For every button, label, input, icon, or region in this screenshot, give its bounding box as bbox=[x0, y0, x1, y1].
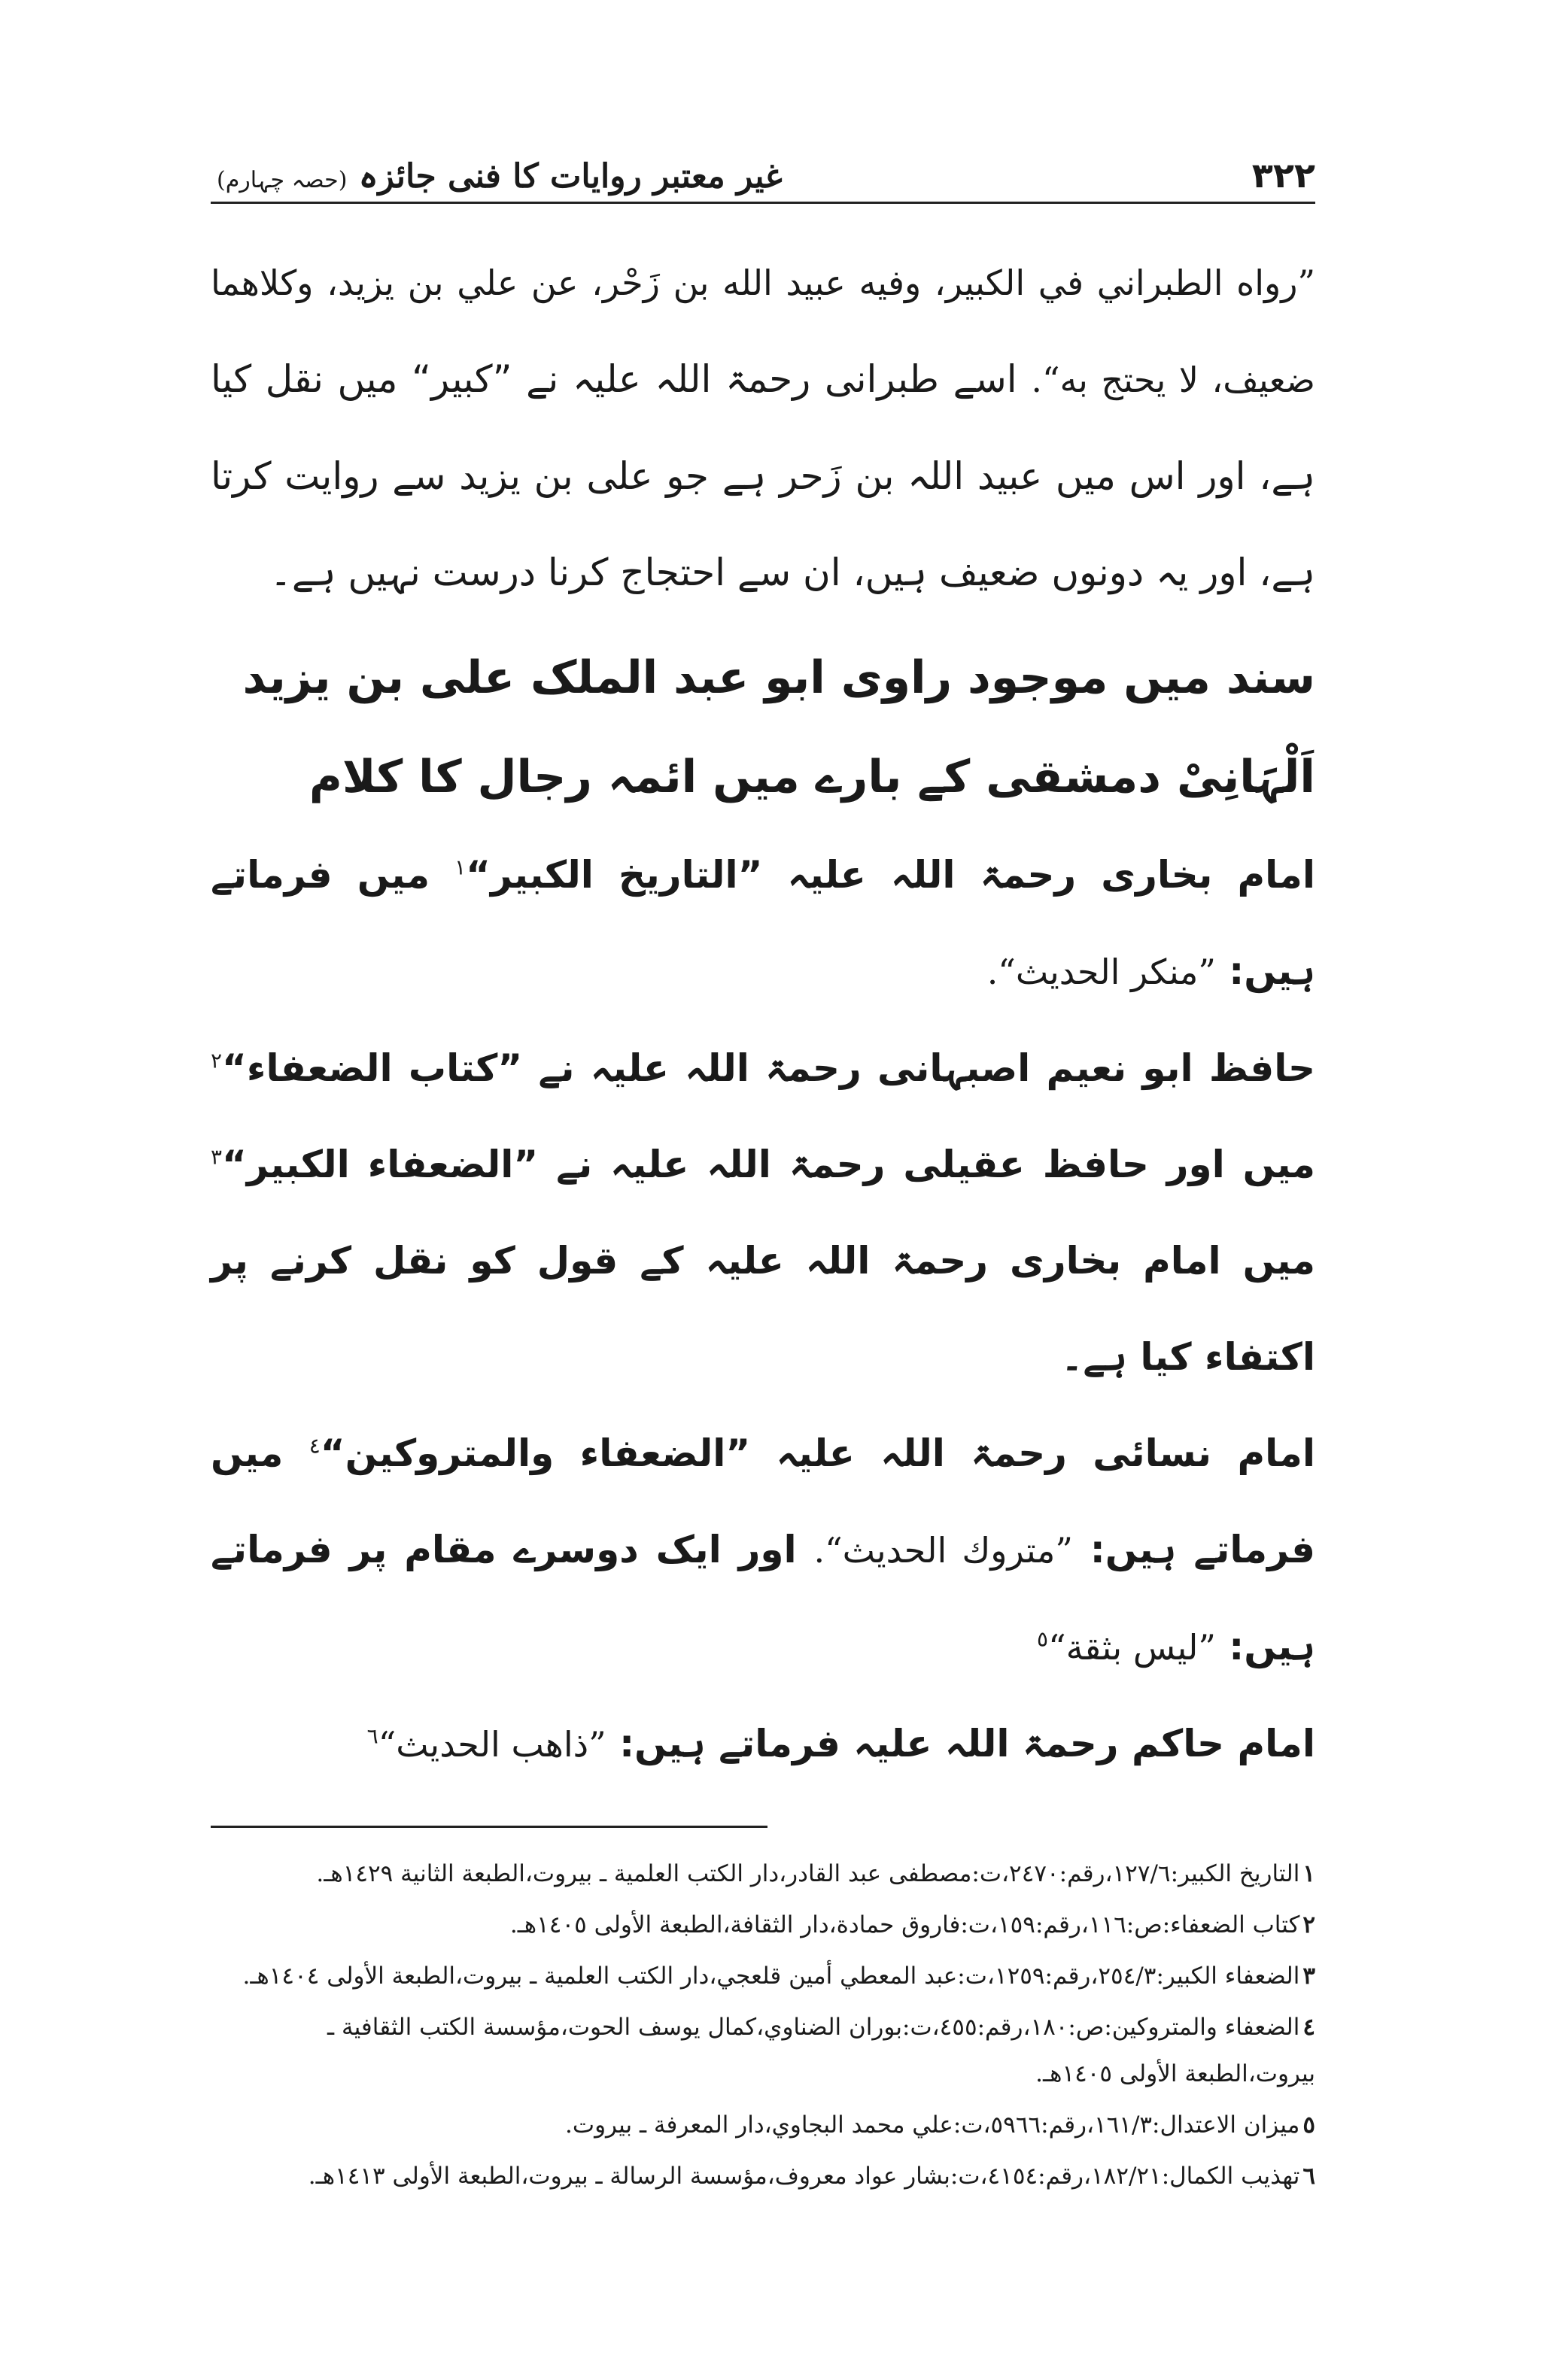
footnote-text: تهذيب الكمال:١٨٢/٢١،رقم:٤١٥٤،ت:بشار عواد معروف،مؤسسة الرسالة ـ بيروت،الطبعة الأولى ١٤١٣هـ. bbox=[308, 2163, 1300, 2190]
paragraph-hakim bbox=[211, 1695, 1315, 1793]
paragraph-text: حافظ ابو نعیم اصبہانی رحمۃ اللہ علیہ نے ”كتاب الضعفاء“ bbox=[222, 1046, 1315, 1090]
paragraph-text: میں امام بخاری رحمۃ اللہ علیہ کے قول کو نقل کرنے پر اکتفاء کیا ہے۔ bbox=[211, 1239, 1315, 1379]
paragraph-text: امام بخاری رحمۃ اللہ علیہ ”التاریخ الکبیر“ bbox=[466, 853, 1315, 897]
footnote-marker[interactable]: ٥ bbox=[1037, 1626, 1049, 1652]
footnote-number: ٦ bbox=[1302, 2163, 1315, 2190]
footnote-text: كتاب الضعفاء:ص:١١٦،رقم:١٥٩،ت:فاروق حمادة،دار الثقافة،الطبعة الأولى ١٤٠٥هـ. bbox=[509, 1911, 1300, 1938]
running-title bbox=[211, 157, 783, 196]
footnote-3 bbox=[211, 1953, 1315, 1999]
footnote-marker[interactable]: ٢ bbox=[211, 1048, 223, 1073]
arabic-quote: ”ليس بثقة“ bbox=[1048, 1627, 1216, 1668]
footnote-2 bbox=[211, 1902, 1315, 1948]
footnote-6 bbox=[211, 2153, 1315, 2199]
paragraph-text: اسے طبرانی رحمۃ اللہ علیہ نے ”کبیر“ میں نقل کیا ہے، اور اس میں عبید اللہ بن زَحر ہے جو علی بن یزید سے روایت کرتا ہے، اور یہ دونوں ضعیف ہیں، ان سے احتجاج کرنا درست نہیں ہے۔ bbox=[211, 357, 1315, 594]
paragraph-text: میں فرماتے ہیں: bbox=[211, 1431, 1315, 1571]
footnote-number: ٥ bbox=[1302, 2111, 1315, 2139]
page-header bbox=[211, 120, 1315, 204]
paragraph-text: امام نسائی رحمۃ اللہ علیہ ”الضعفاء والمتروكين“ bbox=[320, 1431, 1315, 1475]
page-number: ٣٢٢ bbox=[1251, 155, 1315, 196]
footnote-number: ٣ bbox=[1302, 1963, 1315, 1990]
footnotes bbox=[211, 1850, 1315, 2199]
footnote-marker[interactable]: ١ bbox=[454, 855, 467, 880]
part-label: (حصہ چہارم) bbox=[217, 167, 348, 193]
paragraph-abu-nuaim bbox=[211, 1020, 1315, 1405]
footnote-text: ميزان الاعتدال:١٦١/٣،رقم:٥٩٦٦،ت:علي محمد البجاوي،دار المعرفة ـ بيروت. bbox=[565, 2111, 1300, 2139]
paragraph-tabarani bbox=[211, 234, 1315, 621]
section-heading: سند میں موجود راوی ابو عبد الملک علی بن یزید اَلْہَانِیْ دمشقی کے بارے میں ائمہ رجال کا کلام bbox=[242, 651, 1315, 803]
footnote-text: التاريخ الكبير:١٢٧/٦،رقم:٢٤٧٠،ت:مصطفى عبد القادر،دار الكتب العلمية ـ بيروت،الطبعة الثانية ١٤٢٩هـ. bbox=[316, 1860, 1300, 1887]
arabic-quote: ”متروك الحديث“. bbox=[813, 1530, 1073, 1571]
book-title: غیر معتبر روایات کا فنی جائزہ bbox=[358, 157, 783, 196]
footnote-number: ٢ bbox=[1302, 1911, 1315, 1938]
footnote-marker[interactable]: ٦ bbox=[366, 1723, 378, 1749]
paragraph-text: میں اور حافظ عقیلی رحمۃ اللہ علیہ نے ”الضعفاء الكبير“ bbox=[222, 1143, 1315, 1186]
paragraph-bukhari bbox=[211, 827, 1315, 1020]
footnote-marker[interactable]: ٣ bbox=[211, 1144, 223, 1170]
paragraph-text: اور ایک دوسرے مقام پر فرماتے ہیں: bbox=[211, 1528, 1315, 1668]
footnote-text: الضعفاء الكبير:٢٥٤/٣،رقم:١٢٥٩،ت:عبد المعطي أمين قلعجي،دار الكتب العلمية ـ بيروت،الطبعة الأولى ١٤٠٤هـ. bbox=[242, 1963, 1300, 1990]
arabic-quote: ”رواه الطبراني في الكبير، وفيه عبيد الله بن زَحْر، عن علي بن يزيد، وكلاهما ضعيف، لا يحتج به“. bbox=[211, 263, 1315, 400]
footnote-number: ٤ bbox=[1302, 2014, 1315, 2041]
paragraph-text: میں فرماتے ہیں: bbox=[211, 853, 1315, 993]
footnote-divider bbox=[211, 1826, 767, 1828]
paragraph-nasai bbox=[211, 1405, 1315, 1695]
paragraph-text: امام حاکم رحمۃ اللہ علیہ فرماتے ہیں: bbox=[606, 1722, 1315, 1765]
footnote-4 bbox=[211, 2004, 1315, 2097]
footnote-number: ١ bbox=[1302, 1860, 1315, 1887]
footnote-1 bbox=[211, 1850, 1315, 1897]
page-body bbox=[211, 234, 1315, 1793]
footnote-marker[interactable]: ٤ bbox=[309, 1433, 321, 1459]
footnote-5 bbox=[211, 2102, 1315, 2148]
footnote-text: الضعفاء والمتروكين:ص:١٨٠،رقم:٤٥٥،ت:بوران الضناوي،كمال يوسف الحوت،مؤسسة الكتب الثقافية ـ بيروت،الطبعة الأولى ١٤٠٥هـ. bbox=[327, 2014, 1315, 2087]
arabic-quote: ”منكر الحديث“. bbox=[986, 952, 1216, 992]
arabic-quote: ”ذاهب الحديث“ bbox=[378, 1724, 606, 1765]
